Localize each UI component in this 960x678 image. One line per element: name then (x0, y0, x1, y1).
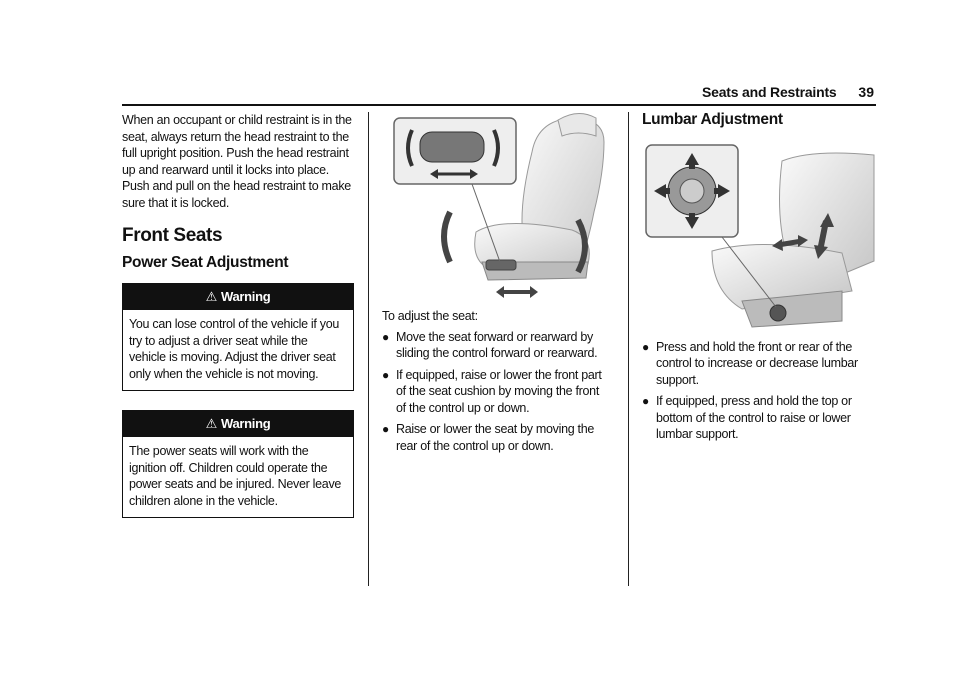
warning-label: Warning (220, 416, 271, 431)
heading-power-seat-adjustment: Power Seat Adjustment (122, 253, 289, 271)
column-1 (122, 112, 354, 537)
bullet-icon: ● (642, 339, 649, 354)
warning-text: You can lose control of the vehicle if you try to adjust a driver seat while the vehicle is moving. Adjust the driver seat only when the vehicle is not moving. (129, 317, 339, 381)
warning-box-1 (122, 283, 354, 391)
warning-icon: ⚠ (205, 289, 217, 304)
lumbar-drawing-svg (642, 141, 876, 329)
bullet-icon: ● (382, 329, 389, 344)
warning-box-2 (122, 410, 354, 518)
page-header (690, 84, 876, 104)
list-item (382, 329, 610, 362)
bullet-icon: ● (642, 394, 649, 408)
seat-drawing-svg (382, 112, 610, 300)
column-3 (642, 112, 876, 448)
list-item (642, 339, 876, 389)
heading-lumbar-adjustment: Lumbar Adjustment (642, 111, 783, 128)
lumbar-illustration (642, 141, 876, 329)
section-title: Seats and Restraints (702, 84, 837, 100)
adjust-bullets (382, 329, 610, 455)
warning-header (123, 411, 353, 437)
adjust-lead: To adjust the seat: (382, 309, 478, 323)
column-divider-1 (368, 112, 369, 586)
list-item-text: If equipped, press and hold the top or bottom of the control to raise or lower lumbar support. (656, 394, 852, 441)
lumbar-bullets (642, 339, 876, 443)
bullet-icon: ● (382, 422, 389, 436)
list-item (382, 421, 610, 454)
warning-label: Warning (220, 289, 271, 304)
warning-header (123, 284, 353, 310)
column-divider-2 (628, 112, 629, 586)
warning-text: The power seats will work with the ignition off. Children could operate the power seats and be injured. Never leave children alone in the vehicle. (129, 444, 342, 508)
power-seat-illustration (382, 112, 610, 300)
list-item (642, 393, 876, 443)
warning-icon: ⚠ (205, 416, 217, 431)
bullet-icon: ● (382, 367, 389, 382)
list-item (382, 367, 610, 417)
heading-front-seats: Front Seats (122, 225, 223, 246)
list-item-text: Raise or lower the seat by moving the rear of the control up or down. (396, 422, 595, 453)
header-rule (122, 104, 876, 106)
list-item-text: If equipped, raise or lower the front part of the seat cushion by moving the front of the control up or down. (396, 367, 602, 415)
column-2 (382, 112, 610, 459)
page-number: 39 (858, 84, 874, 100)
list-item-text: Move the seat forward or rearward by sliding the control forward or rearward. (396, 329, 598, 360)
intro-paragraph: When an occupant or child restraint is in the seat, always return the head restraint to the full upright position. Push the head restraint up and rearward until it locks into place. Push and pull on the head restraint to make sure that it is locked. (122, 113, 352, 210)
list-item-text: Press and hold the front or rear of the control to increase or decrease lumbar support. (656, 339, 858, 387)
